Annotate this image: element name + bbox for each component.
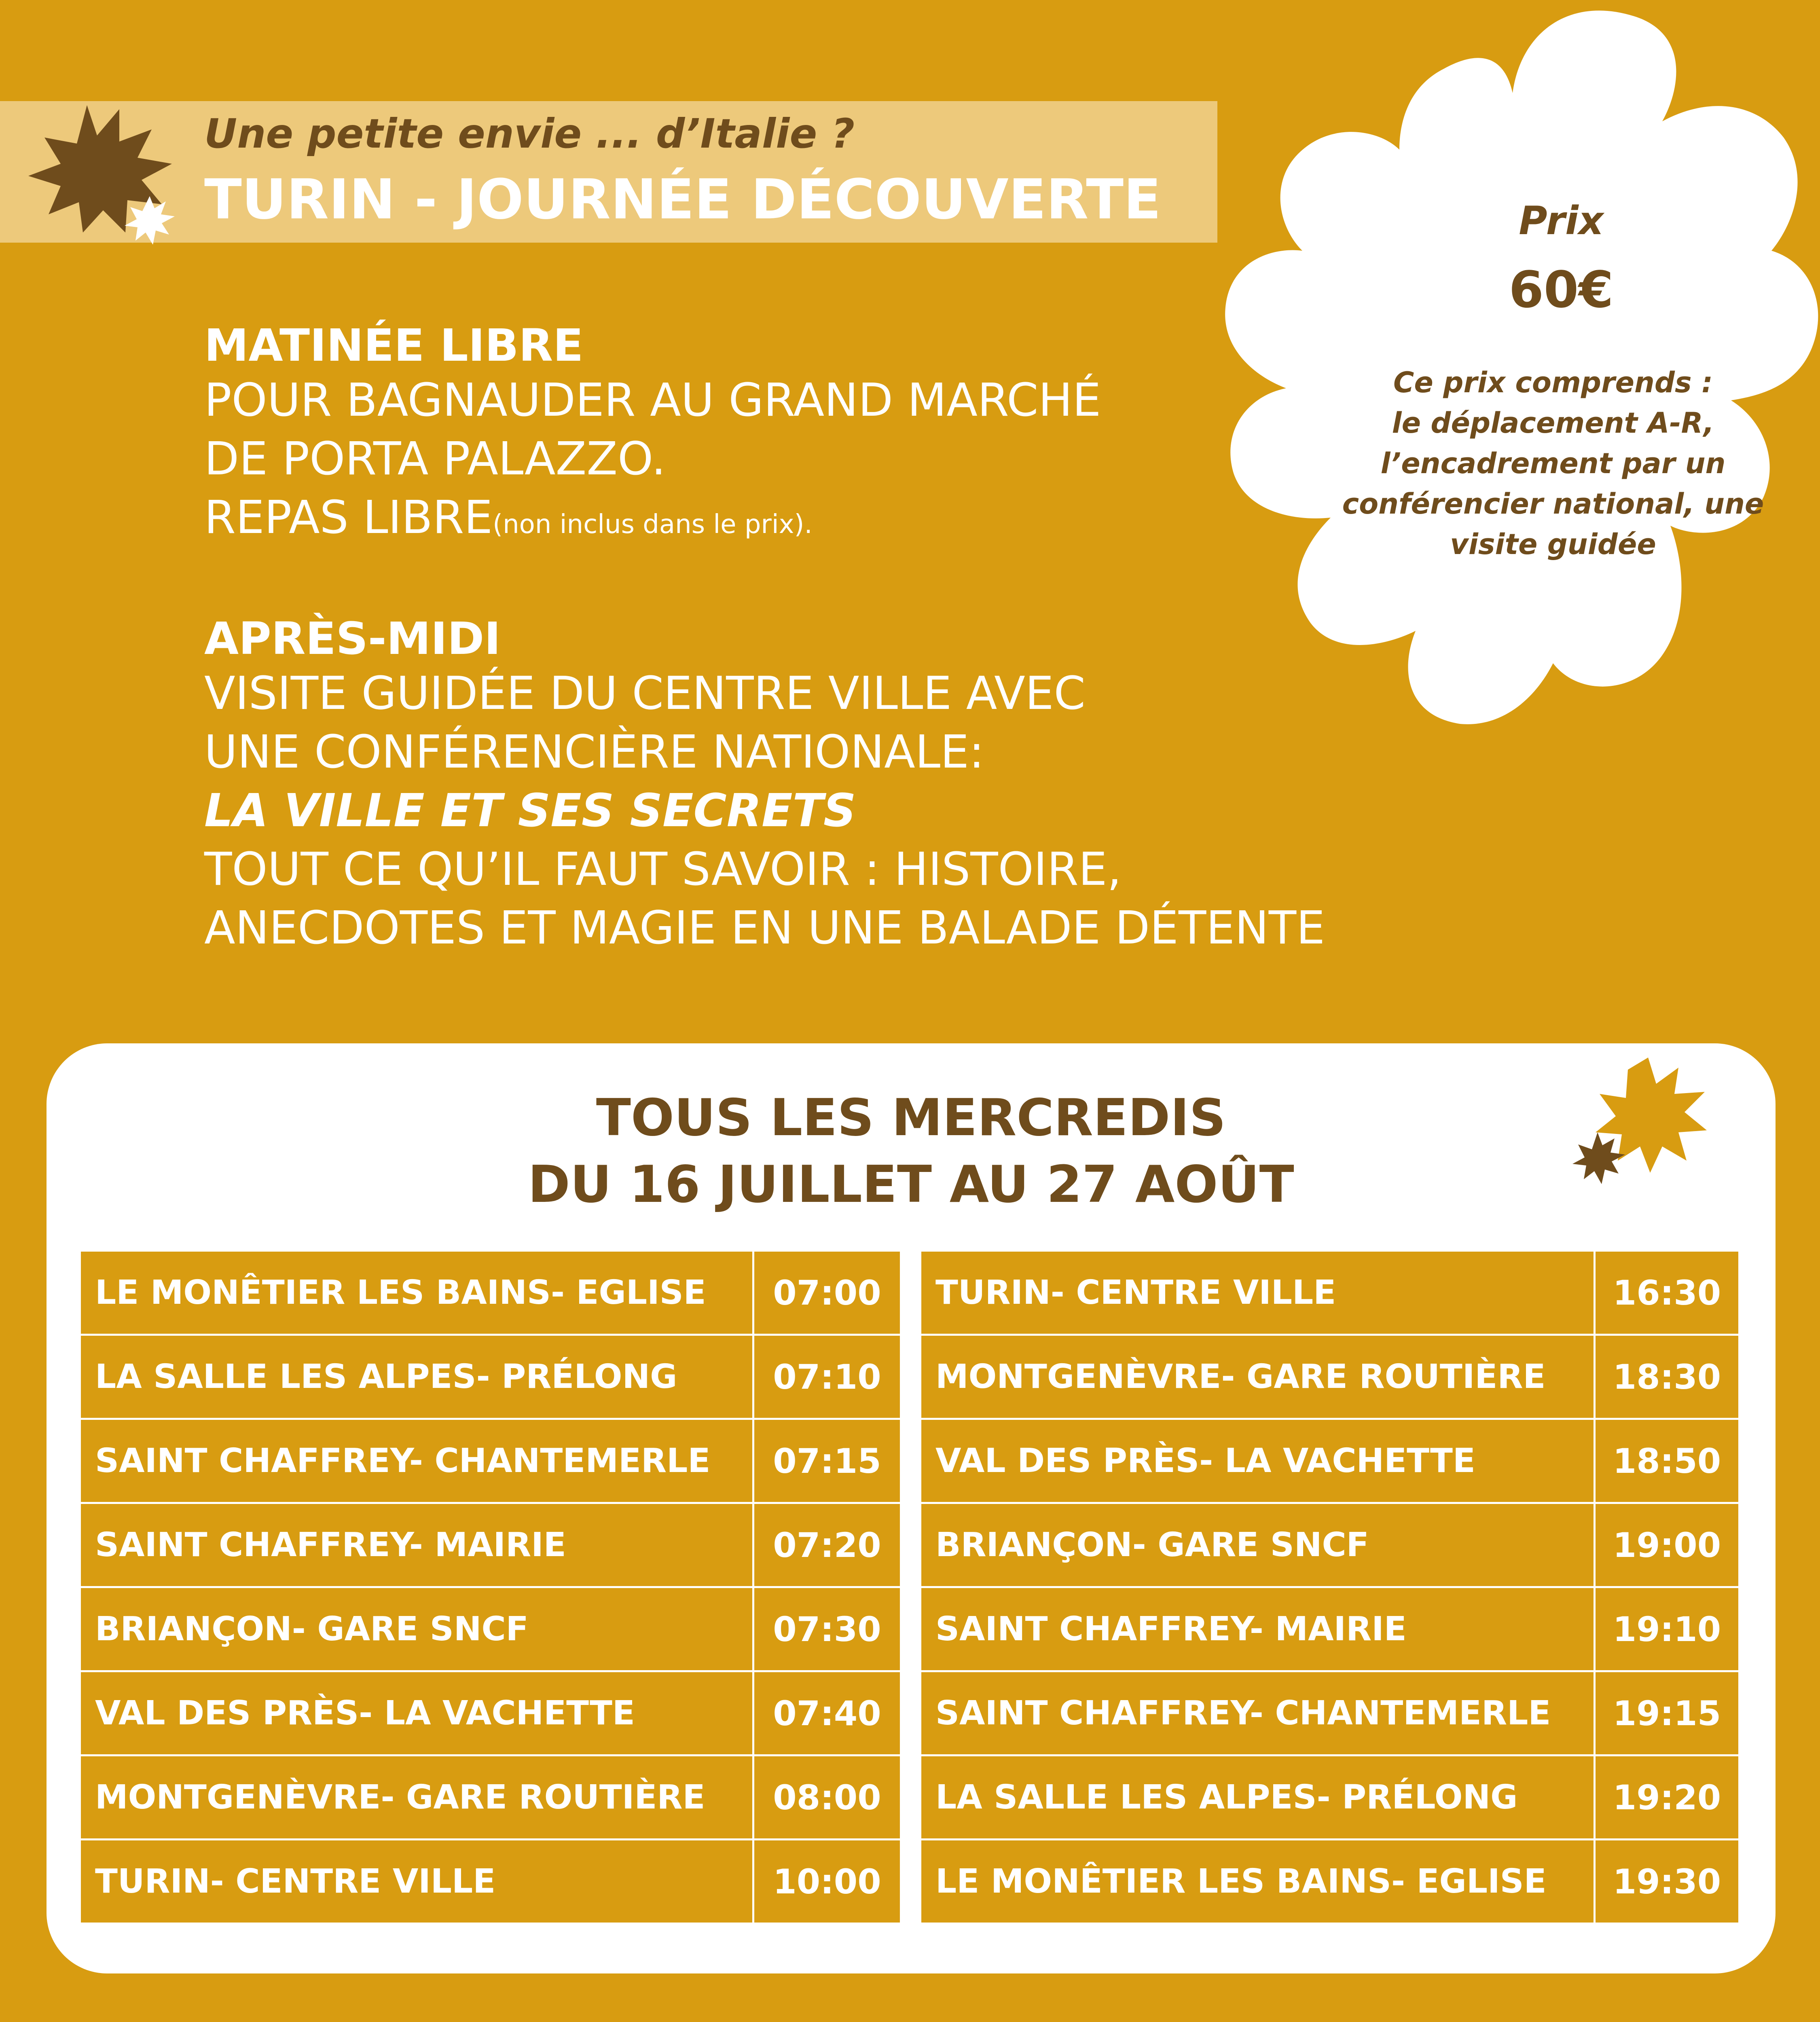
stop-time: 10:00 [773,1861,881,1901]
stop-time: 07:20 [773,1525,881,1565]
page-title: TURIN - JOURNÉE DÉCOUVERTE [204,168,1161,232]
stop-name: BRIANÇON- GARE SNCF [81,1588,754,1670]
stop-name: BRIANÇON- GARE SNCF [921,1504,1596,1586]
stop-name: LE MONÊTIER LES BAINS- EGLISE [81,1252,754,1334]
table-row [81,1756,900,1840]
stop-time: 19:15 [1613,1693,1721,1733]
schedule-title-1: TOUS LES MERCREDIS [596,1088,1226,1147]
stop-name: LA SALLE LES ALPES- PRÉLONG [921,1756,1596,1838]
stop-name: SAINT CHAFFREY- CHANTEMERLE [81,1420,754,1502]
table-row [921,1840,1738,1925]
stop-name: TURIN- CENTRE VILLE [81,1840,754,1923]
price-desc-2: le déplacement A-R, [1392,406,1714,440]
stop-name: LA SALLE LES ALPES- PRÉLONG [81,1336,754,1418]
price-desc-4: conférencier national, une [1342,487,1764,520]
stop-name: TURIN- CENTRE VILLE [921,1252,1596,1334]
stop-name: SAINT CHAFFREY- CHANTEMERLE [921,1672,1596,1754]
stop-time: 19:00 [1613,1525,1721,1565]
afternoon-line-1: VISITE GUIDÉE DU CENTRE VILLE AVEC [204,667,1086,720]
stop-time: 18:50 [1613,1441,1721,1481]
stop-time: 18:30 [1613,1357,1721,1397]
table-row [81,1672,900,1756]
stop-time: 19:20 [1613,1777,1721,1817]
stop-name: MONTGENÈVRE- GARE ROUTIÈRE [81,1756,754,1838]
sun-cluster-icon [1561,1051,1715,1189]
stop-time: 16:30 [1613,1273,1721,1313]
return-timetable [921,1252,1738,1925]
table-row [921,1672,1738,1756]
lunch-note: (non inclus dans le prix). [493,510,813,539]
subtitle: Une petite envie ... d’Italie ? [204,110,855,157]
stop-name: VAL DES PRÈS- LA VACHETTE [81,1672,754,1754]
stop-time: 07:10 [773,1357,881,1397]
price-label: Prix [1519,198,1604,243]
table-row [921,1588,1738,1672]
table-row [81,1252,900,1336]
stop-name: VAL DES PRÈS- LA VACHETTE [921,1420,1596,1502]
morning-line-3 [204,491,813,544]
table-row [81,1840,900,1925]
stop-time: 07:15 [773,1441,881,1481]
price-value: 60€ [1509,261,1614,319]
afternoon-line-2: UNE CONFÉRENCIÈRE NATIONALE: [204,726,984,778]
lunch-text: REPAS LIBRE [204,491,493,544]
table-row [921,1504,1738,1588]
afternoon-heading: APRÈS-MIDI [204,613,501,664]
afternoon-line-4: ANECDOTES ET MAGIE EN UNE BALADE DÉTENTE [204,902,1325,954]
afternoon-line-3: TOUT CE QU’IL FAUT SAVOIR : HISTOIRE, [204,843,1122,896]
price-desc-5: visite guidée [1450,528,1656,561]
stop-time: 19:10 [1613,1609,1721,1649]
morning-line-1: POUR BAGNAUDER AU GRAND MARCHÉ [204,374,1101,427]
stop-time: 07:40 [773,1693,881,1733]
afternoon-highlight: LA VILLE ET SES SECRETS [204,785,856,837]
stop-name: SAINT CHAFFREY- MAIRIE [921,1588,1596,1670]
stop-time: 07:30 [773,1609,881,1649]
stop-name: MONTGENÈVRE- GARE ROUTIÈRE [921,1336,1596,1418]
stop-time: 07:00 [773,1273,881,1313]
table-row [921,1756,1738,1840]
stop-time: 19:30 [1613,1861,1721,1901]
table-row [921,1252,1738,1336]
table-row [81,1420,900,1504]
table-row [81,1336,900,1420]
price-desc-1: Ce prix comprends : [1393,366,1713,399]
stop-name: LE MONÊTIER LES BAINS- EGLISE [921,1840,1596,1923]
table-row [81,1504,900,1588]
stop-name: SAINT CHAFFREY- MAIRIE [81,1504,754,1586]
table-row [921,1336,1738,1420]
stop-time: 08:00 [773,1777,881,1817]
outbound-timetable [81,1252,900,1925]
morning-line-2: DE PORTA PALAZZO. [204,433,666,485]
table-row [81,1588,900,1672]
morning-heading: MATINÉE LIBRE [204,319,584,371]
sun-decoration-icon [16,97,186,251]
table-row [921,1420,1738,1504]
schedule-title-2: DU 16 JUILLET AU 27 AOÛT [528,1155,1294,1214]
price-desc-3: l’encadrement par un [1380,447,1726,480]
